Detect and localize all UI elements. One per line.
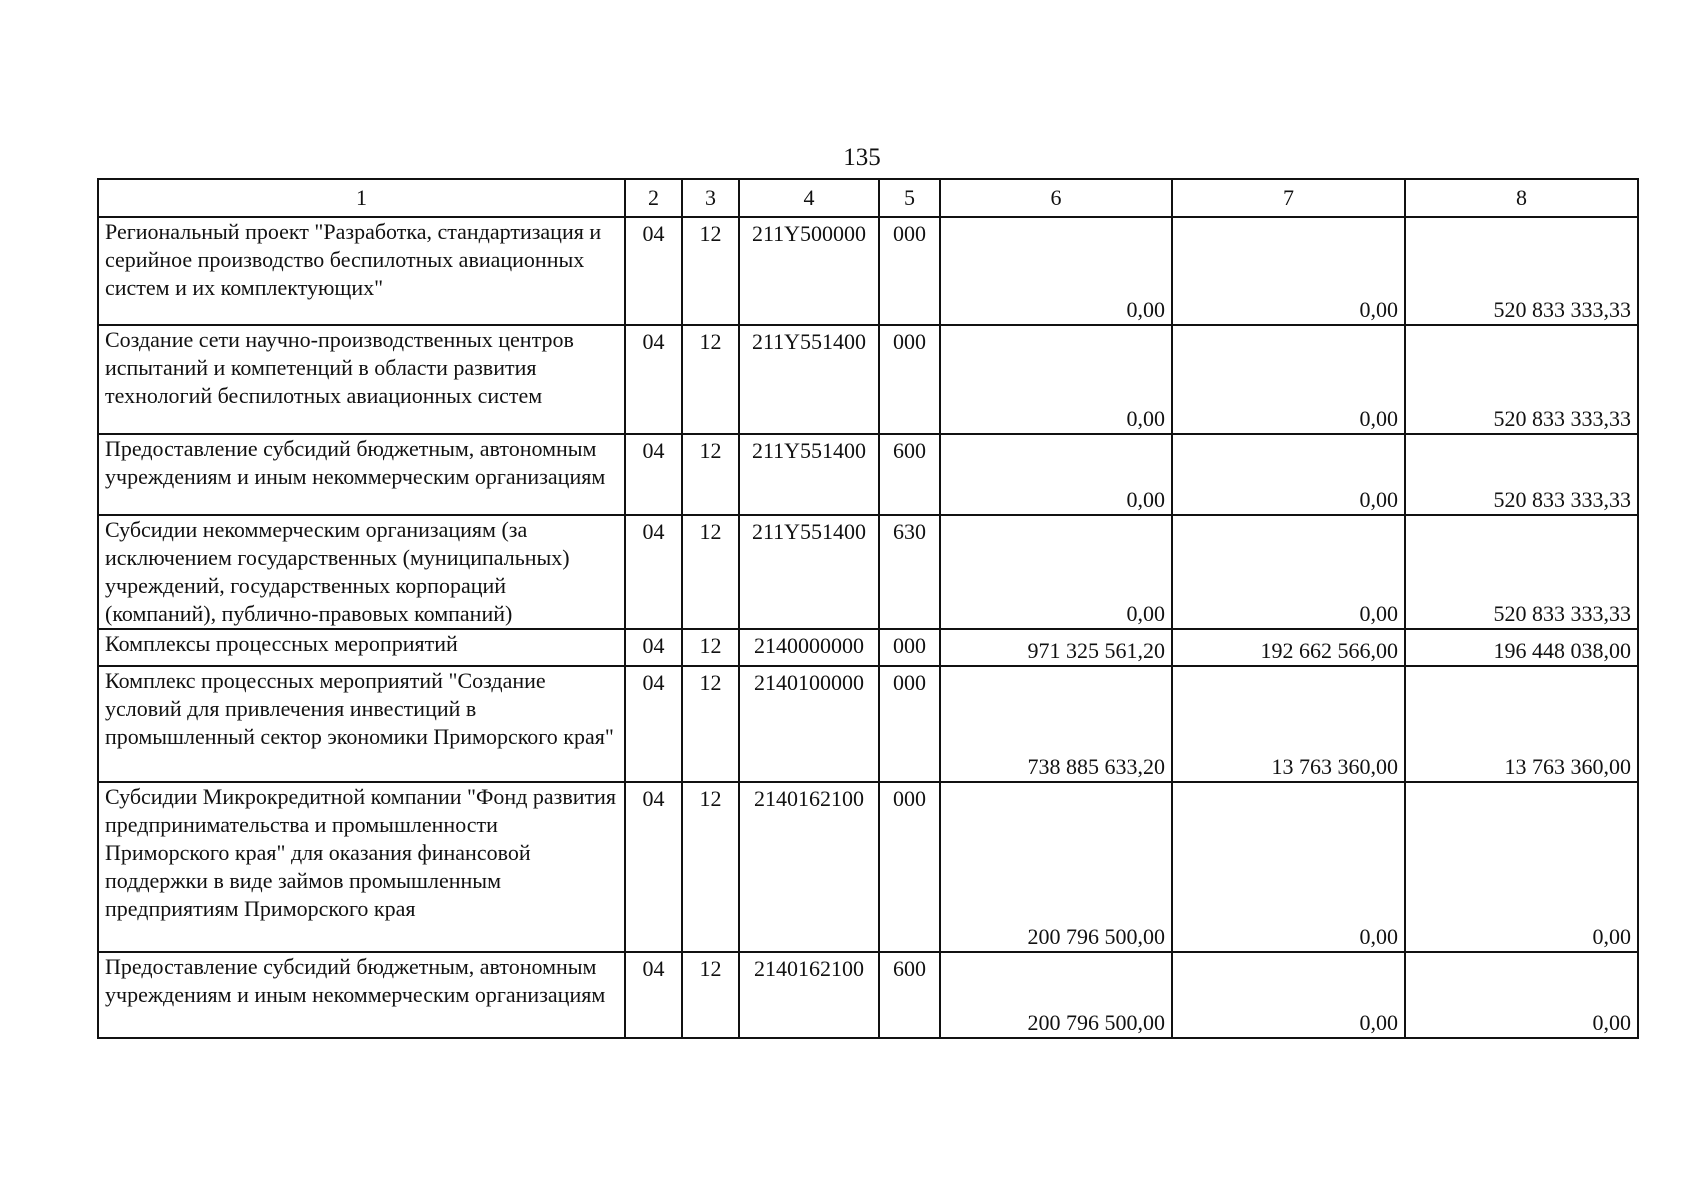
row-name-cell: Предоставление субсидий бюджетным, автономным учреждениям и иным некоммерческим организациям [98, 434, 625, 515]
target-item-code-cell: 2140100000 [739, 666, 879, 782]
expense-type-code-cell: 630 [879, 515, 940, 629]
row-name-cell: Субсидии некоммерческим организациям (за исключением государственных (муниципальных) учреждений, государственных корпораций (компаний), публично-правовых компаний) [98, 515, 625, 629]
table-row [98, 434, 1638, 515]
amount-col8-cell: 520 833 333,33 [1405, 515, 1638, 629]
table-row [98, 515, 1638, 629]
target-item-code-cell: 211Y551400 [739, 515, 879, 629]
amount-col8-cell: 520 833 333,33 [1405, 325, 1638, 434]
subsection-code-cell: 12 [682, 434, 739, 515]
table-header-row [98, 179, 1638, 217]
amount-col8-cell: 0,00 [1405, 782, 1638, 952]
target-item-code-cell: 211Y500000 [739, 217, 879, 325]
page-number: 135 [843, 144, 881, 171]
amount-col7-cell: 0,00 [1172, 434, 1405, 515]
expense-type-code-cell: 000 [879, 666, 940, 782]
amount-col7-cell: 0,00 [1172, 515, 1405, 629]
column-header-8: 8 [1405, 179, 1638, 217]
column-header-7: 7 [1172, 179, 1405, 217]
subsection-code-cell: 12 [682, 666, 739, 782]
expense-type-code-cell: 000 [879, 782, 940, 952]
table-row [98, 782, 1638, 952]
row-name-cell: Комплекс процессных мероприятий "Создание условий для привлечения инвестиций в промышленный сектор экономики Приморского края" [98, 666, 625, 782]
table-row [98, 325, 1638, 434]
section-code-cell: 04 [625, 217, 682, 325]
target-item-code-cell: 2140162100 [739, 952, 879, 1038]
amount-col6-cell: 971 325 561,20 [940, 629, 1172, 666]
expense-type-code-cell: 600 [879, 434, 940, 515]
column-header-3: 3 [682, 179, 739, 217]
subsection-code-cell: 12 [682, 782, 739, 952]
target-item-code-cell: 211Y551400 [739, 434, 879, 515]
subsection-code-cell: 12 [682, 515, 739, 629]
column-header-6: 6 [940, 179, 1172, 217]
table-row [98, 952, 1638, 1038]
column-header-5: 5 [879, 179, 940, 217]
row-name-cell: Региональный проект "Разработка, стандартизация и серийное производство беспилотных авиационных систем и их комплектующих" [98, 217, 625, 325]
budget-table [97, 178, 1639, 1039]
expense-type-code-cell: 000 [879, 217, 940, 325]
amount-col7-cell: 0,00 [1172, 782, 1405, 952]
section-code-cell: 04 [625, 952, 682, 1038]
row-name-cell: Комплексы процессных мероприятий [98, 629, 625, 666]
amount-col6-cell: 738 885 633,20 [940, 666, 1172, 782]
amount-col7-cell: 0,00 [1172, 952, 1405, 1038]
target-item-code-cell: 211Y551400 [739, 325, 879, 434]
table-row [98, 666, 1638, 782]
row-name-cell: Субсидии Микрокредитной компании "Фонд развития предпринимательства и промышленности Приморского края" для оказания финансовой поддержки в виде займов промышленным предприятиям Приморского края [98, 782, 625, 952]
column-header-4: 4 [739, 179, 879, 217]
amount-col8-cell: 196 448 038,00 [1405, 629, 1638, 666]
section-code-cell: 04 [625, 629, 682, 666]
column-header-1: 1 [98, 179, 625, 217]
amount-col6-cell: 0,00 [940, 217, 1172, 325]
amount-col7-cell: 13 763 360,00 [1172, 666, 1405, 782]
amount-col6-cell: 0,00 [940, 325, 1172, 434]
section-code-cell: 04 [625, 434, 682, 515]
amount-col8-cell: 520 833 333,33 [1405, 217, 1638, 325]
amount-col8-cell: 520 833 333,33 [1405, 434, 1638, 515]
row-name-cell: Предоставление субсидий бюджетным, автономным учреждениям и иным некоммерческим организациям [98, 952, 625, 1038]
amount-col6-cell: 0,00 [940, 434, 1172, 515]
amount-col6-cell: 200 796 500,00 [940, 782, 1172, 952]
subsection-code-cell: 12 [682, 325, 739, 434]
amount-col6-cell: 0,00 [940, 515, 1172, 629]
section-code-cell: 04 [625, 325, 682, 434]
table-row [98, 629, 1638, 666]
expense-type-code-cell: 000 [879, 629, 940, 666]
subsection-code-cell: 12 [682, 217, 739, 325]
section-code-cell: 04 [625, 666, 682, 782]
target-item-code-cell: 2140162100 [739, 782, 879, 952]
target-item-code-cell: 2140000000 [739, 629, 879, 666]
amount-col7-cell: 0,00 [1172, 325, 1405, 434]
amount-col7-cell: 192 662 566,00 [1172, 629, 1405, 666]
subsection-code-cell: 12 [682, 952, 739, 1038]
section-code-cell: 04 [625, 515, 682, 629]
expense-type-code-cell: 600 [879, 952, 940, 1038]
amount-col7-cell: 0,00 [1172, 217, 1405, 325]
section-code-cell: 04 [625, 782, 682, 952]
subsection-code-cell: 12 [682, 629, 739, 666]
table-row [98, 217, 1638, 325]
amount-col6-cell: 200 796 500,00 [940, 952, 1172, 1038]
expense-type-code-cell: 000 [879, 325, 940, 434]
column-header-2: 2 [625, 179, 682, 217]
amount-col8-cell: 13 763 360,00 [1405, 666, 1638, 782]
row-name-cell: Создание сети научно-производственных центров испытаний и компетенций в области развития технологий беспилотных авиационных систем [98, 325, 625, 434]
amount-col8-cell: 0,00 [1405, 952, 1638, 1038]
